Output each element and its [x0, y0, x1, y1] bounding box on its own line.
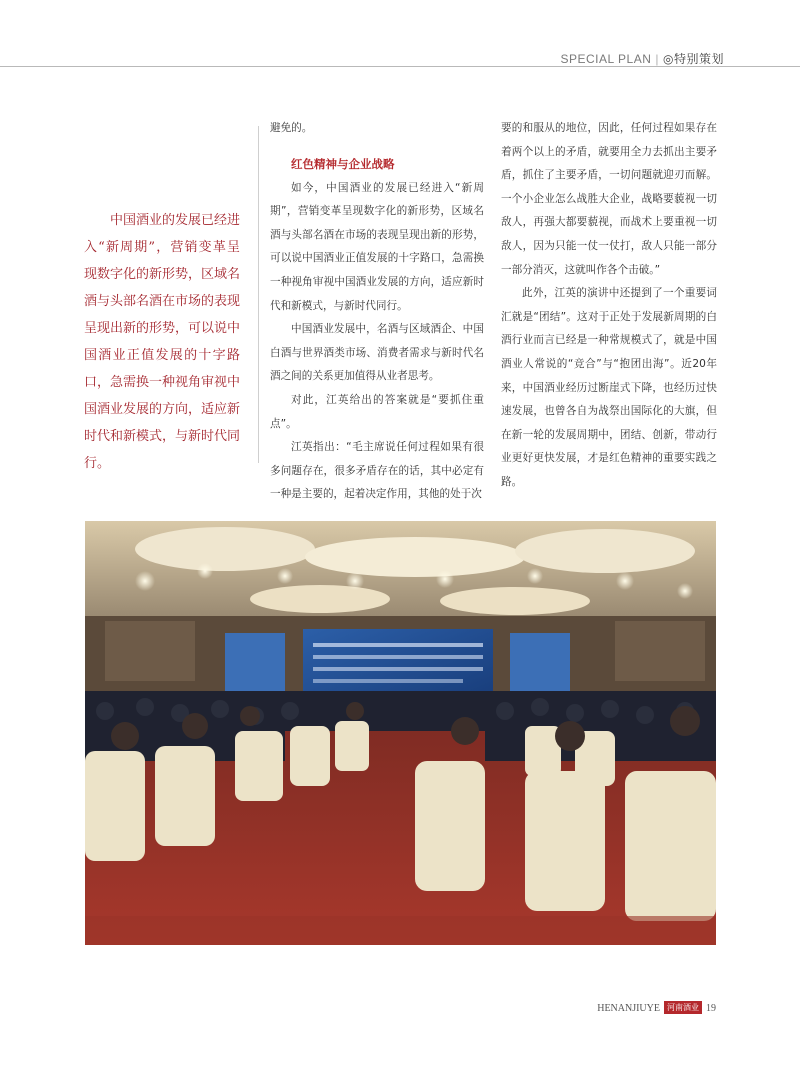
header-rule [0, 66, 800, 67]
column1-lead: 避免的。 [270, 122, 313, 134]
section-title-en: SPECIAL PLAN [560, 52, 652, 66]
section-heading: 红色精神与企业战略 [291, 156, 395, 171]
section-title-cn: ◎特别策划 [663, 52, 724, 66]
magazine-name-en: HENANJIUYE [597, 1003, 660, 1014]
conference-hall-photo [85, 521, 716, 945]
header-separator: | [655, 52, 660, 66]
paragraph: 如今，中国酒业的发展已经进入“新周期”，营销变革呈现数字化的新形势，区域名酒与头部名酒在市场的表现呈现出新的形势，可以说中国酒业正值发展的十字路口，急需换一种视角审视中国酒业发展的方向，适应新时代和新模式，与新时代同行。 [270, 181, 484, 312]
article-column-1 [270, 117, 484, 507]
photo-illustration [85, 521, 716, 945]
article-column-2 [501, 117, 717, 495]
page-footer [597, 1001, 716, 1014]
section-header [560, 50, 724, 67]
paragraph: 中国酒业发展中，名酒与区域酒企、中国白酒与世界酒类市场、消费者需求与新时代名酒之间的关系更加值得从业者思考。 [270, 323, 484, 383]
magazine-logo: 河南酒业 [664, 1001, 702, 1014]
paragraph: 对此，江英给出的答案就是“要抓住重点”。 [270, 393, 484, 430]
page-number: 19 [706, 1003, 716, 1014]
paragraph: 江英指出：“毛主席说任何过程如果有很多问题存在，很多矛盾存在的话，其中必定有一种是主要的，起着决定作用，其他的处于次 [270, 441, 484, 501]
paragraph: 此外，江英的演讲中还提到了一个重要词汇就是“团结”。这对于正处于发展新周期的白酒行业而言已经是一种常规模式了，就是中国酒业人常说的“竞合”与“抱团出海”。近20年来，中国酒业经历过断崖式下降，也经历过快速发展，也曾各自为战祭出国际化的大旗，但在新一轮的发展周期中，团结、创新，带动行业更好更快发展，才是红色精神的重要实践之路。 [501, 287, 717, 488]
column2-lead: 要的和服从的地位，因此，任何过程如果存在着两个以上的矛盾，就要用全力去抓出主要矛盾，抓住了主要矛盾，一切问题就迎刃而解。一个小企业怎么战胜大企业，战略要藐视一切敌人，再强大都要藐视，而战术上要重视一切敌人，因为只能一仗一仗打，敌人只能一部分一部分消灭，这就叫作各个击破。” [501, 122, 717, 276]
pull-quote: 中国酒业的发展已经进入“新周期”，营销变革呈现数字化的新形势，区域名酒与头部名酒在市场的表现呈现出新的形势，可以说中国酒业正值发展的十字路口，急需换一种视角审视中国酒业发展的方向，适应新时代和新模式，与新时代同行。 [84, 213, 241, 471]
column-divider [258, 126, 259, 463]
